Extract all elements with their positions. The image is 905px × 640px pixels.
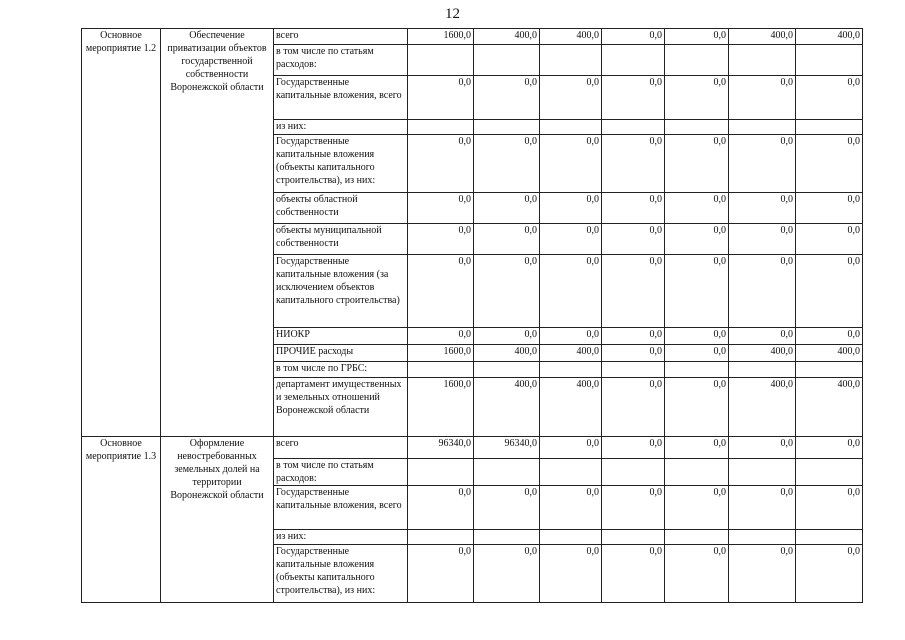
amount-cell (665, 362, 729, 378)
amount-cell: 0,0 (796, 135, 863, 193)
expense-item: ПРОЧИЕ расходы (274, 345, 408, 362)
amount-cell: 0,0 (796, 328, 863, 345)
expense-item: НИОКР (274, 328, 408, 345)
amount-cell (540, 459, 602, 486)
amount-cell: 0,0 (474, 545, 540, 603)
expense-item: в том числе по статьям расходов: (274, 45, 408, 76)
amount-cell: 0,0 (408, 328, 474, 345)
amount-cell: 0,0 (729, 437, 796, 459)
amount-cell: 0,0 (474, 224, 540, 255)
amount-cell: 0,0 (665, 486, 729, 530)
amount-cell: 0,0 (665, 29, 729, 45)
expense-item: департамент имущественных и земельных отношений Воронежской области (274, 378, 408, 437)
amount-cell: 0,0 (408, 135, 474, 193)
page-number: 12 (445, 6, 460, 22)
activity-name: Обеспечение приватизации объектов государственной собственности Воронежской области (161, 29, 274, 437)
expense-item: Государственные капитальные вложения, всего (274, 76, 408, 120)
amount-cell: 400,0 (796, 29, 863, 45)
amount-cell: 0,0 (729, 545, 796, 603)
amount-cell: 0,0 (540, 437, 602, 459)
amount-cell: 0,0 (602, 255, 665, 328)
amount-cell: 0,0 (729, 328, 796, 345)
amount-cell: 0,0 (796, 545, 863, 603)
amount-cell (602, 45, 665, 76)
amount-cell: 0,0 (602, 224, 665, 255)
amount-cell (474, 45, 540, 76)
budget-table (81, 28, 863, 603)
activity-label: Основное мероприятие 1.2 (82, 29, 161, 437)
amount-cell: 0,0 (602, 545, 665, 603)
amount-cell: 0,0 (665, 545, 729, 603)
amount-cell (474, 530, 540, 545)
amount-cell: 0,0 (408, 486, 474, 530)
amount-cell: 1600,0 (408, 345, 474, 362)
amount-cell: 0,0 (474, 255, 540, 328)
amount-cell: 400,0 (474, 345, 540, 362)
amount-cell: 400,0 (474, 378, 540, 437)
amount-cell: 0,0 (602, 328, 665, 345)
amount-cell (408, 45, 474, 76)
amount-cell: 0,0 (665, 378, 729, 437)
amount-cell: 400,0 (796, 378, 863, 437)
amount-cell (796, 120, 863, 135)
amount-cell: 400,0 (729, 378, 796, 437)
amount-cell (602, 530, 665, 545)
amount-cell (665, 459, 729, 486)
amount-cell: 0,0 (602, 345, 665, 362)
expense-item: в том числе по ГРБС: (274, 362, 408, 378)
amount-cell: 0,0 (540, 545, 602, 603)
amount-cell (602, 459, 665, 486)
amount-cell: 0,0 (408, 545, 474, 603)
amount-cell: 0,0 (796, 76, 863, 120)
amount-cell: 400,0 (729, 345, 796, 362)
amount-cell: 0,0 (729, 224, 796, 255)
amount-cell: 0,0 (665, 135, 729, 193)
amount-cell: 0,0 (540, 193, 602, 224)
amount-cell: 400,0 (540, 378, 602, 437)
amount-cell (408, 530, 474, 545)
amount-cell (796, 459, 863, 486)
amount-cell: 0,0 (665, 76, 729, 120)
amount-cell: 0,0 (729, 135, 796, 193)
expense-item: объекты областной собственности (274, 193, 408, 224)
amount-cell: 400,0 (729, 29, 796, 45)
amount-cell: 400,0 (540, 29, 602, 45)
amount-cell: 0,0 (729, 486, 796, 530)
amount-cell (474, 459, 540, 486)
amount-cell (408, 120, 474, 135)
expense-item: Государственные капитальные вложения (объекты капитального строительства), из них: (274, 135, 408, 193)
amount-cell: 0,0 (408, 76, 474, 120)
amount-cell (796, 362, 863, 378)
amount-cell: 0,0 (540, 76, 602, 120)
amount-cell (729, 459, 796, 486)
activity-label: Основное мероприятие 1.3 (82, 437, 161, 603)
expense-item: Государственные капитальные вложения (за исключением объектов капитального строительства) (274, 255, 408, 328)
amount-cell: 0,0 (796, 224, 863, 255)
amount-cell: 0,0 (796, 193, 863, 224)
expense-item: всего (274, 29, 408, 45)
activity-name: Оформление невостребованных земельных долей на территории Воронежской области (161, 437, 274, 603)
expense-item: всего (274, 437, 408, 459)
amount-cell: 0,0 (602, 29, 665, 45)
amount-cell: 0,0 (540, 486, 602, 530)
amount-cell: 96340,0 (408, 437, 474, 459)
amount-cell: 0,0 (474, 135, 540, 193)
amount-cell: 0,0 (474, 328, 540, 345)
amount-cell: 0,0 (540, 224, 602, 255)
amount-cell (665, 530, 729, 545)
amount-cell: 0,0 (665, 437, 729, 459)
amount-cell: 0,0 (665, 345, 729, 362)
amount-cell: 400,0 (796, 345, 863, 362)
amount-cell (665, 120, 729, 135)
expense-item: Государственные капитальные вложения, всего (274, 486, 408, 530)
amount-cell: 0,0 (602, 135, 665, 193)
amount-cell: 0,0 (602, 378, 665, 437)
amount-cell: 0,0 (729, 193, 796, 224)
amount-cell: 0,0 (540, 255, 602, 328)
amount-cell (408, 459, 474, 486)
amount-cell: 0,0 (540, 135, 602, 193)
expense-item: из них: (274, 530, 408, 545)
amount-cell: 0,0 (474, 76, 540, 120)
amount-cell (474, 120, 540, 135)
amount-cell: 0,0 (665, 255, 729, 328)
expense-item: Государственные капитальные вложения (объекты капитального строительства), из них: (274, 545, 408, 603)
expense-item: в том числе по статьям расходов: (274, 459, 408, 486)
amount-cell (540, 120, 602, 135)
amount-cell (540, 530, 602, 545)
amount-cell (796, 530, 863, 545)
amount-cell: 0,0 (474, 193, 540, 224)
amount-cell (729, 530, 796, 545)
amount-cell: 0,0 (602, 437, 665, 459)
amount-cell: 1600,0 (408, 29, 474, 45)
expense-item: объекты муниципальной собственности (274, 224, 408, 255)
amount-cell: 0,0 (665, 328, 729, 345)
amount-cell: 0,0 (602, 193, 665, 224)
amount-cell: 0,0 (796, 437, 863, 459)
amount-cell (729, 120, 796, 135)
amount-cell (665, 45, 729, 76)
table-row (82, 29, 863, 45)
amount-cell: 0,0 (602, 486, 665, 530)
amount-cell: 0,0 (665, 224, 729, 255)
amount-cell (540, 362, 602, 378)
amount-cell (729, 362, 796, 378)
amount-cell (729, 45, 796, 76)
amount-cell (408, 362, 474, 378)
amount-cell: 400,0 (540, 345, 602, 362)
amount-cell: 0,0 (540, 328, 602, 345)
amount-cell (540, 45, 602, 76)
amount-cell: 0,0 (796, 255, 863, 328)
amount-cell: 0,0 (729, 255, 796, 328)
amount-cell: 0,0 (408, 255, 474, 328)
amount-cell: 0,0 (474, 486, 540, 530)
amount-cell: 0,0 (729, 76, 796, 120)
amount-cell: 1600,0 (408, 378, 474, 437)
amount-cell: 400,0 (474, 29, 540, 45)
expense-item: из них: (274, 120, 408, 135)
amount-cell: 0,0 (408, 224, 474, 255)
amount-cell: 0,0 (602, 76, 665, 120)
amount-cell: 0,0 (665, 193, 729, 224)
amount-cell (602, 120, 665, 135)
amount-cell: 0,0 (408, 193, 474, 224)
amount-cell: 0,0 (796, 486, 863, 530)
amount-cell: 96340,0 (474, 437, 540, 459)
amount-cell (796, 45, 863, 76)
amount-cell (474, 362, 540, 378)
table-row (82, 437, 863, 459)
amount-cell (602, 362, 665, 378)
